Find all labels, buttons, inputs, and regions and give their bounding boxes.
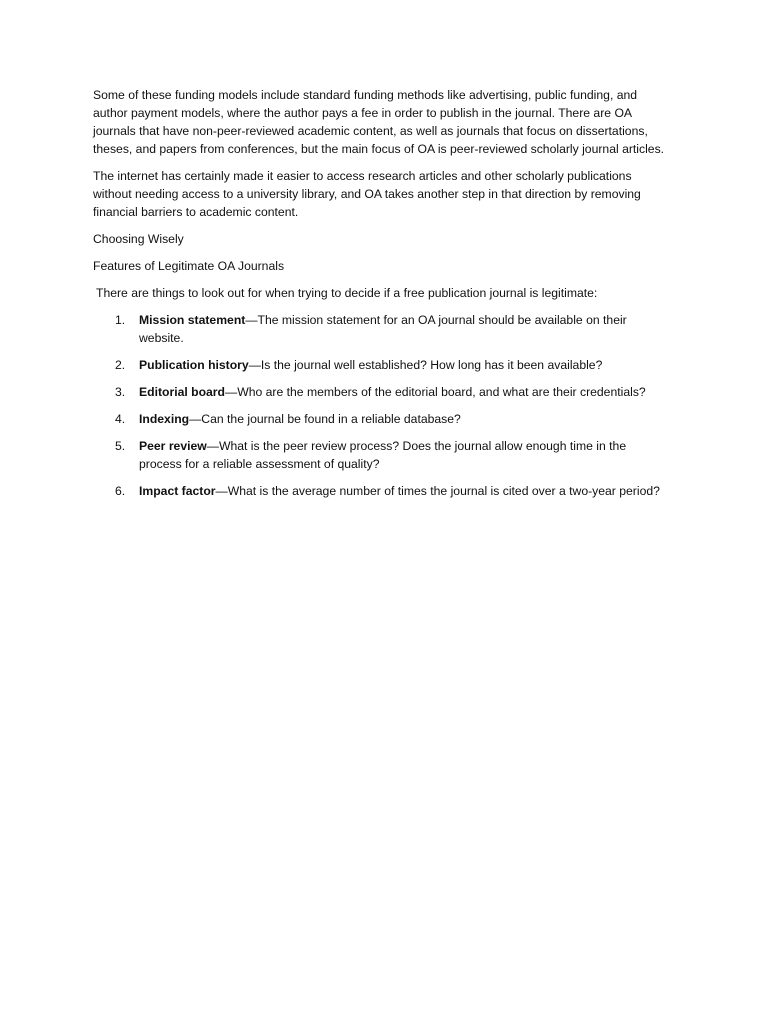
list-item-term: Mission statement xyxy=(139,313,246,327)
list-item-description: —Who are the members of the editorial board, and what are their credentials? xyxy=(225,385,646,399)
list-item xyxy=(93,482,671,500)
list-item-term: Publication history xyxy=(139,358,249,372)
list-item-number: 4. xyxy=(115,412,126,426)
list-item-number: 5. xyxy=(115,439,126,453)
list-item-term: Impact factor xyxy=(139,484,216,498)
list-item-term: Indexing xyxy=(139,412,190,426)
list-item-description: —What is the peer review process? Does the journal allow enough time in the process for a reliable assessment of quality? xyxy=(139,439,627,471)
list-item xyxy=(93,437,671,473)
list-item-description: —Is the journal well established? How long has it been available? xyxy=(248,358,603,372)
subsection-heading: Features of Legitimate OA Journals xyxy=(93,259,285,273)
list-item xyxy=(93,311,671,347)
list-item-description: —The mission statement for an OA journal should be available on their website. xyxy=(139,313,627,345)
list-item-number: 2. xyxy=(115,358,126,372)
criteria-list xyxy=(93,311,671,500)
document-page xyxy=(93,86,671,509)
list-item xyxy=(93,410,671,428)
list-item-number: 1. xyxy=(115,313,126,327)
list-item-number: 3. xyxy=(115,385,126,399)
paragraph-funding-models: Some of these funding models include standard funding methods like advertising, public funding, and author payment models, where the author pays a fee in order to publish in the journal. There are OA journals that have non-peer-reviewed academic content, as well as journals that focus on dissertations, theses, and papers from conferences, but the main focus of OA is peer-reviewed scholarly journal articles. xyxy=(93,88,665,156)
list-item-description: —Can the journal be found in a reliable database? xyxy=(189,412,461,426)
list-item-term: Peer review xyxy=(139,439,207,453)
list-item-description: —What is the average number of times the journal is cited over a two-year period? xyxy=(215,484,660,498)
list-item-term: Editorial board xyxy=(139,385,225,399)
list-intro: There are things to look out for when trying to decide if a free publication journal is legitimate: xyxy=(96,286,598,300)
list-item xyxy=(93,356,671,374)
section-heading: Choosing Wisely xyxy=(93,232,184,246)
paragraph-internet-access: The internet has certainly made it easier to access research articles and other scholarly publications without needing access to a university library, and OA takes another step in that direction by removing financial barriers to academic content. xyxy=(93,169,641,219)
list-item xyxy=(93,383,671,401)
list-item-number: 6. xyxy=(115,484,126,498)
